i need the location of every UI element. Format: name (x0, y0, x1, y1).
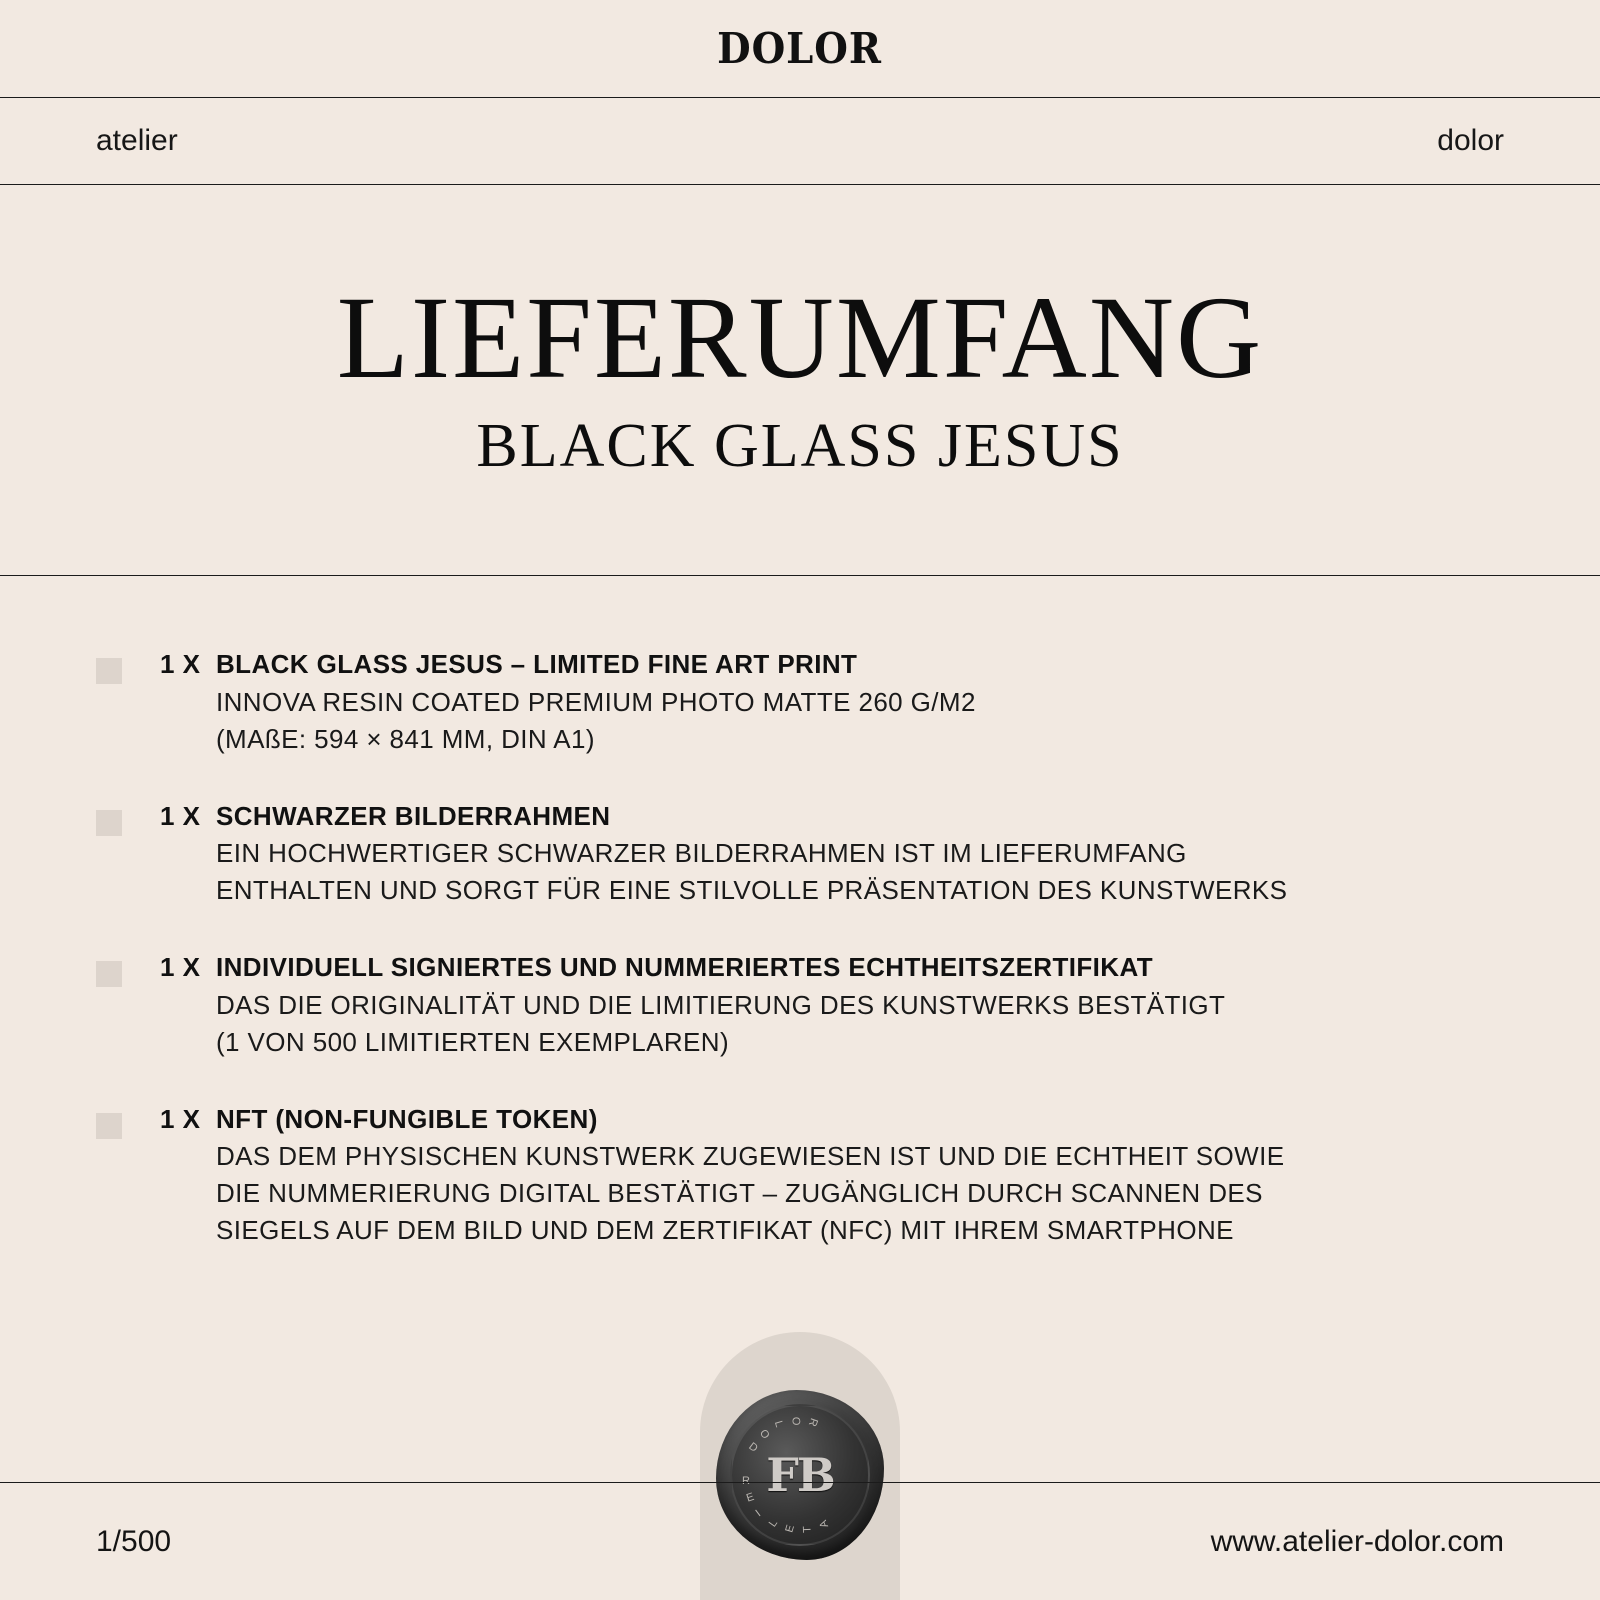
item-description-line: DAS DIE ORIGINALITÄT UND DIE LIMITIERUNG DES KUNSTWERKS BESTÄTIGT (216, 989, 1226, 1020)
checkbox-marker-icon (96, 810, 122, 836)
item-body (216, 1101, 1504, 1249)
list-item (96, 798, 1504, 910)
item-quantity: 1 X (160, 800, 201, 831)
item-description-line: (MAßE: 594 × 841 MM, DIN A1) (216, 723, 595, 754)
item-body (216, 798, 1504, 910)
checkbox-marker-icon (96, 961, 122, 987)
checkbox-marker-icon (96, 1113, 122, 1139)
item-title: SCHWARZER BILDERRAHMEN (216, 800, 611, 831)
meta-right-label: dolor (1437, 124, 1504, 157)
brand-bar (0, 0, 1600, 98)
brand-wordmark: DOLOR (717, 24, 883, 73)
item-title: BLACK GLASS JESUS – LIMITED FINE ART PRINT (216, 649, 858, 679)
seal-monogram: FB (766, 1448, 834, 1502)
item-description-line: INNOVA RESIN COATED PREMIUM PHOTO MATTE 260 G/M2 (216, 686, 976, 717)
website-url[interactable]: www.atelier-dolor.com (1210, 1524, 1504, 1558)
edition-number: 1/500 (96, 1524, 172, 1558)
meta-row (0, 98, 1600, 184)
item-description-line: DIE NUMMERIERUNG DIGITAL BESTÄTIGT – ZUGÄNGLICH DURCH SCANNEN DES (216, 1178, 1263, 1209)
inclusions-list (0, 576, 1600, 1249)
item-quantity: 1 X (160, 1103, 201, 1134)
title-block (0, 184, 1600, 576)
item-description-line: DAS DEM PHYSISCHEN KUNSTWERK ZUGEWIESEN IST UND DIE ECHTHEIT SOWIE (216, 1141, 1285, 1172)
meta-left-label: atelier (96, 124, 178, 157)
checkbox-marker-icon (96, 658, 122, 684)
item-title: NFT (NON-FUNGIBLE TOKEN) (216, 1103, 598, 1134)
item-description-line: SIEGELS AUF DEM BILD UND DEM ZERTIFIKAT (NFC) MIT IHREM SMARTPHONE (216, 1215, 1234, 1245)
item-description-line: ENTHALTEN UND SORGT FÜR EINE STILVOLLE PRÄSENTATION DES KUNSTWERKS (216, 875, 1288, 906)
item-title: INDIVIDUELL SIGNIERTES UND NUMMERIERTES ECHTHEITSZERTIFIKAT (216, 952, 1154, 982)
item-description-line: EIN HOCHWERTIGER SCHWARZER BILDERRAHMEN IST IM LIEFERUMFANG (216, 838, 1187, 869)
footer-bar (0, 1482, 1600, 1600)
seal-ring-text: A T E L I E R D O L O R (742, 1416, 832, 1535)
list-item (96, 1101, 1504, 1249)
list-item (96, 949, 1504, 1061)
item-body (216, 949, 1504, 1061)
item-description-line: (1 VON 500 LIMITIERTEN EXEMPLAREN) (216, 1026, 730, 1057)
item-quantity: 1 X (160, 649, 201, 679)
item-body (216, 646, 1504, 758)
item-quantity: 1 X (160, 952, 201, 982)
list-item (96, 646, 1504, 758)
page-title: LIEFERUMFANG (336, 272, 1264, 404)
page-subtitle: BLACK GLASS JESUS (476, 411, 1124, 480)
